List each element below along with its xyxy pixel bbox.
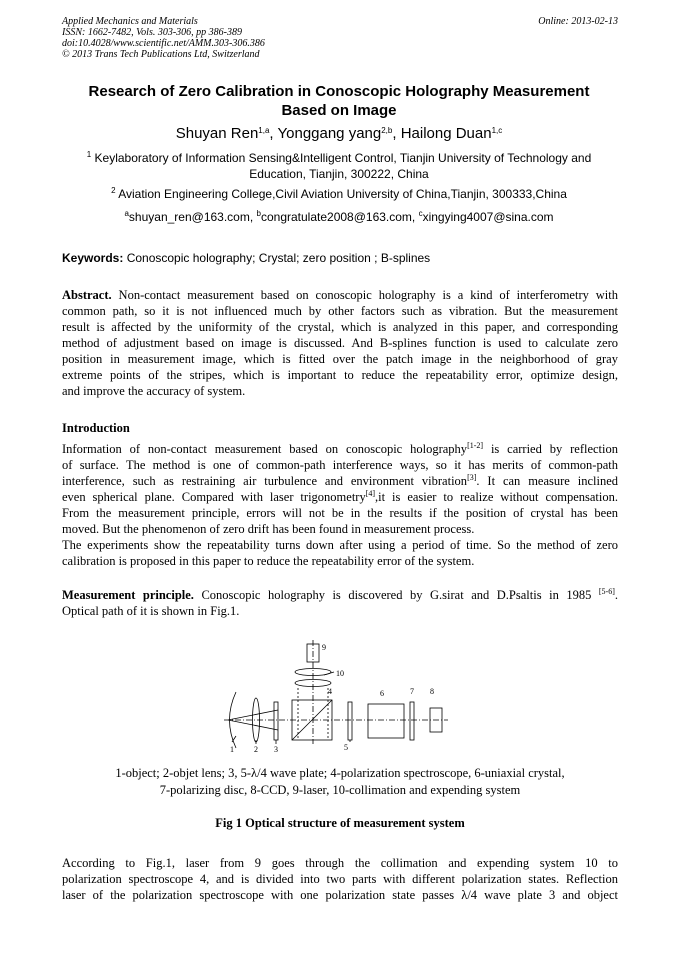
author-separator: , [269,125,278,142]
abstract-line: extreme points of the stripes, which is important to reduce the repeatability error, optimize design, [62,368,618,382]
citation: [5-6] [598,587,615,596]
figure-label-5: 5 [344,743,348,752]
measurement-line: Optical path of it is shown in Fig.1. [62,604,240,618]
keywords-text: Conoscopic holography; Crystal; zero position ; B-splines [123,251,431,265]
figure-label-7: 7 [410,687,414,696]
paper-title [40,82,638,120]
intro-text: Information of non-contact measurement based on conoscopic holography [62,442,468,456]
title-line-2: Based on Image [281,102,397,119]
email-a-mark: a [124,209,129,218]
figure-label-2: 2 [254,745,258,754]
figure-label-8: 8 [430,687,434,696]
abstract-line: common path, so it is not influenced much by other factors such as vibration. But the measurement [62,304,618,318]
uniaxial-crystal [368,704,404,738]
optical-structure-figure [218,632,458,754]
email-c: xingying4007@sina.com [422,210,554,224]
email-c-mark: c [418,209,423,218]
measurement-text: Conoscopic holography is discovered by G.sirat and D.Psaltis in 1985 [193,588,599,602]
intro-line: calibration is proposed in this paper to reduce the repeatability error of the system. [62,554,475,568]
figure-label-10: 10 [336,669,344,678]
abstract-line: Non-contact measurement based on conoscopic holography is a kind of interferometry with [118,288,618,302]
journal-name: Applied Mechanics and Materials [62,16,198,27]
author-1: Shuyan Ren [175,125,259,142]
author-2: Yonggang yang [277,125,382,142]
figure-title: Fig 1 Optical structure of measurement system [215,816,465,830]
intro-line: moved. But the phenomenon of zero drift has been found in measurement process. [62,522,475,536]
intro-line: of surface. The method is one of common-path interference ways, so it has merits of common-path [62,458,618,472]
author-2-affil: 2,b [381,126,393,135]
leader-line [324,672,334,675]
citation: [4] [365,489,376,498]
figure-label-3: 3 [274,745,278,754]
intro-text: interference, such as restraining air turbulence and environment vibration [62,474,468,488]
affiliation-2-mark: 2 [111,186,116,195]
affiliation-2-text: Aviation Engineering College,Civil Aviation University of China,Tianjin, 300333,China [118,187,567,201]
wave-plate-5 [348,702,352,740]
abstract-line: method of adjustment based on image is discussed. And B-splines function is used to calculate zero [62,336,618,350]
figure-legend-line-1: 1-object; 2-objet lens; 3, 5-λ/4 wave plate; 4-polarization spectroscope, 6-uniaxial crystal, [115,766,565,780]
email-list [60,209,618,225]
measurement-principle [62,587,618,619]
affiliation-2 [60,186,618,202]
title-line-1: Research of Zero Calibration in Conoscopic Holography Measurement [88,83,590,100]
figure-legend [62,765,618,799]
abstract-line: and improve the accuracy of system. [62,384,246,398]
measurement-text: . [614,588,619,602]
polarizing-disc [410,702,414,740]
abstract-line: result is affected by the uniformity of the crystal, which is analyzed in this paper, and corresponding [62,320,618,334]
final-line: laser of the polarization spectroscope with one polarization state passes λ/4 wave plate 3 and object [62,888,618,902]
final-line: According to Fig.1, laser from 9 goes through the collimation and expending system 10 to [62,856,618,870]
email-a: shuyan_ren@163.com, [128,210,257,224]
measurement-label: Measurement principle. [62,588,194,602]
affiliation-1-line-1: Keylaboratory of Information Sensing&Intelligent Control, Tianjin University of Technology and [94,151,592,165]
intro-text: . It can measure inclined [476,474,618,488]
author-separator: , [392,125,401,142]
intro-line: The experiments show the repeatability turns down after using a period of time. So the method of zero [62,538,618,552]
figure-label-6: 6 [380,689,384,698]
citation: [1-2] [467,441,484,450]
keywords-label: Keywords: [62,251,124,265]
author-3-affil: 1,c [491,126,503,135]
final-paragraph [62,855,618,903]
figure-label-9: 9 [322,643,326,652]
intro-text: even spherical plane. Compared with laser trigonometry [62,490,366,504]
intro-line: From the measurement principle, errors will not be in the results if the position of crystal has been [62,506,618,520]
doi-line: doi:10.4028/www.scientific.net/AMM.303-306.386 [62,38,265,49]
final-line: polarization spectroscope 4, and is divided into two parts with different polarization states. Reflection [62,872,618,886]
email-b: congratulate2008@163.com, [260,210,419,224]
affiliation-1-line-2: Education, Tianjin, 300222, China [249,167,429,181]
affiliation-1 [60,150,618,182]
copyright-line: © 2013 Trans Tech Publications Ltd, Switzerland [62,49,260,60]
intro-text: is carried by reflection [483,442,619,456]
wave-plate-3 [274,702,278,740]
citation: [3] [467,473,477,482]
figure-legend-line-2: 7-polarizing disc, 8-CCD, 9-laser, 10-collimation and expending system [159,783,521,797]
introduction-text [62,441,618,569]
author-1-affil: 1,a [258,126,270,135]
keywords [62,250,618,266]
affiliation-1-mark: 1 [86,150,92,159]
abstract [62,287,618,399]
author-3: Hailong Duan [400,125,492,142]
figure-label-1: 1 [230,745,234,754]
author-list [40,125,638,143]
email-b-mark: b [256,209,261,218]
journal-header [62,16,618,60]
issn-line: ISSN: 1662-7482, Vols. 303-306, pp 386-389 [62,27,242,38]
abstract-line: position in measurement image, which is fitted over the patch image in the neighborhood of gray [62,352,618,366]
intro-text: ,it is easier to realize without compensation. [375,490,618,504]
introduction-heading: Introduction [62,421,130,435]
abstract-label: Abstract. [62,288,112,302]
online-date: Online: 2013-02-13 [538,16,618,27]
figure-label-4: 4 [328,687,332,696]
